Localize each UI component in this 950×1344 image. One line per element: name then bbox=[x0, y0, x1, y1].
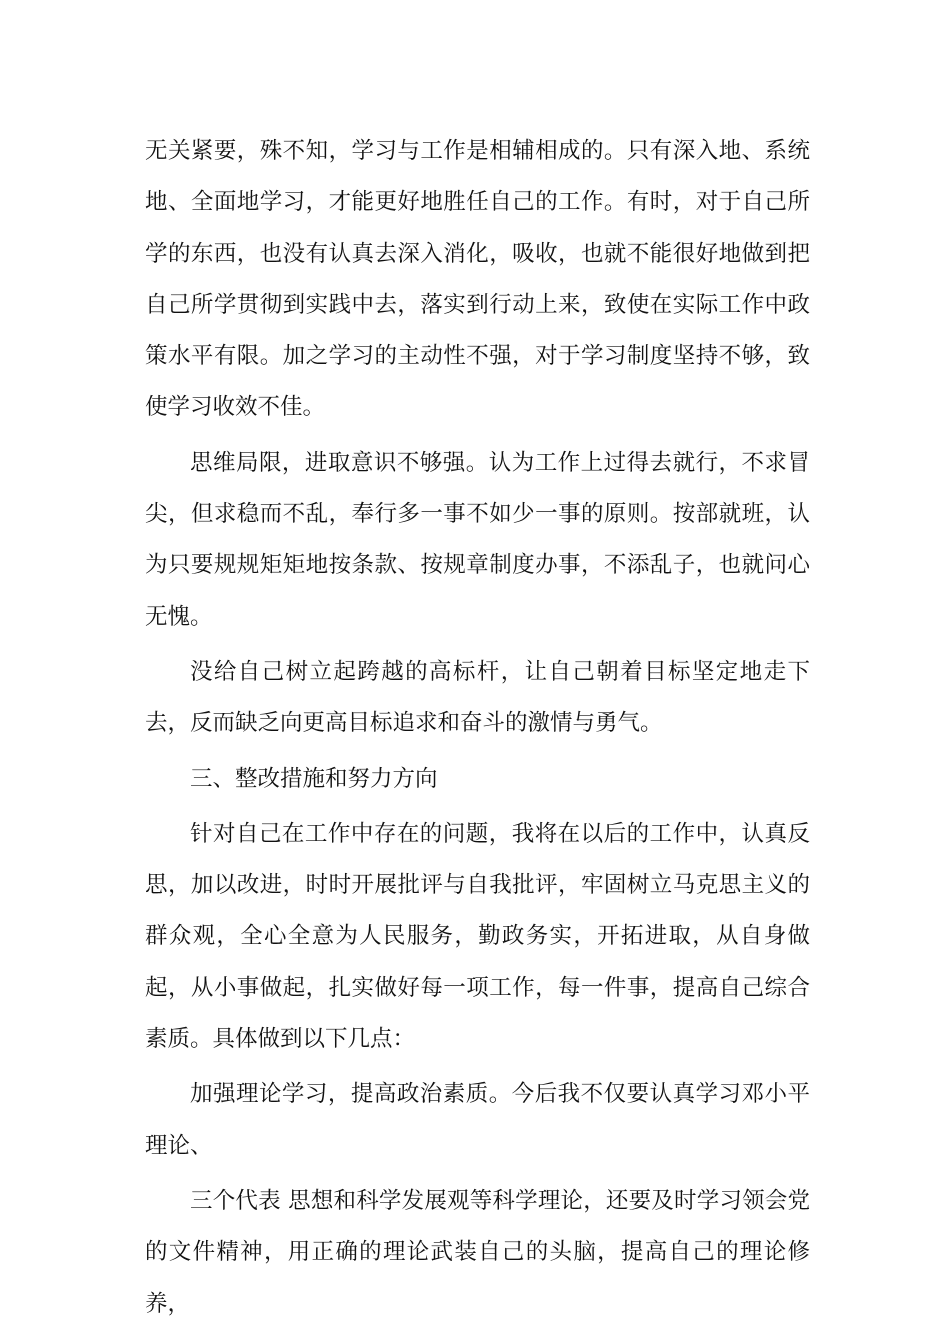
paragraph-thinking-limits: 思维局限，进取意识不够强。认为工作上过得去就行，不求冒尖，但求稳而不乱，奉行多一事不如少一事的原则。按部就班，认为只要规规矩矩地按条款、按规章制度办事，不添乱子，也就问心无愧。 bbox=[145, 449, 810, 630]
document-body bbox=[145, 126, 810, 1330]
section-heading-rectification: 三、整改措施和努力方向 bbox=[190, 765, 438, 792]
paragraph-rectification-intro: 针对自己在工作中存在的问题，我将在以后的工作中，认真反思，加以改进，时时开展批评与自我批评，牢固树立马克思主义的群众观，全心全意为人民服务，勤政务实，开拓进取，从自身做起，从小事做起，扎实做好每一项工作，每一件事，提高自己综合素质。具体做到以下几点： bbox=[145, 820, 810, 1053]
paragraph-three-represents: 三个代表 思想和科学发展观等科学理论，还要及时学习领会党的文件精神，用正确的理论武装自己的头脑，提高自己的理论修养， bbox=[145, 1187, 810, 1317]
paragraph-theory-study: 加强理论学习，提高政治素质。今后我不仅要认真学习邓小平理论、 bbox=[145, 1081, 810, 1159]
paragraph-high-benchmark: 没给自己树立起跨越的高标杆，让自己朝着目标坚定地走下去，反而缺乏向更高目标追求和奋斗的激情与勇气。 bbox=[145, 658, 810, 737]
paragraph-study-continuation: 无关紧要，殊不知，学习与工作是相辅相成的。只有深入地、系统地、全面地学习，才能更好地胜任自己的工作。有时，对于自己所学的东西，也没有认真去深入消化，吸收，也就不能很好地做到把自己所学贯彻到实践中去，落实到行动上来，致使在实际工作中政策水平有限。加之学习的主动性不强，对于学习制度坚持不够，致使学习收效不佳。 bbox=[145, 138, 810, 421]
